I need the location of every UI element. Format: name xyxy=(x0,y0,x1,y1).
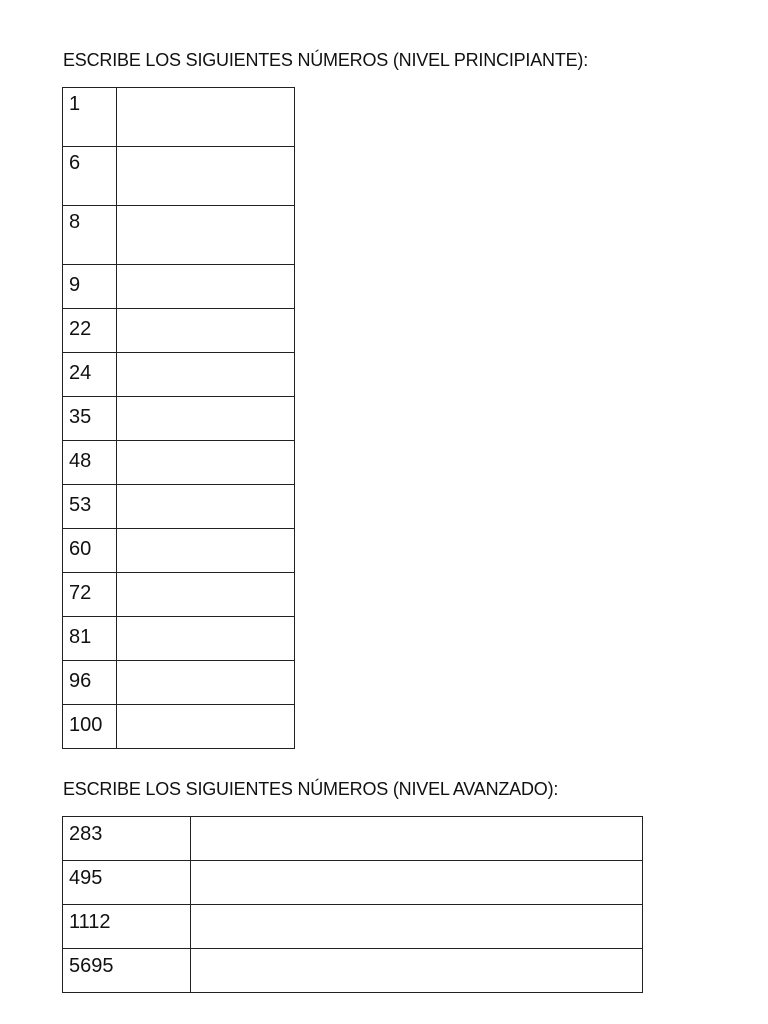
answer-input[interactable] xyxy=(117,536,294,572)
answer-input[interactable] xyxy=(117,712,294,748)
section-heading-beginner: ESCRIBE LOS SIGUIENTES NÚMEROS (NIVEL PRINCIPIANTE): xyxy=(63,50,589,70)
table-row xyxy=(63,861,643,905)
answer-cell[interactable] xyxy=(117,705,295,749)
table-row xyxy=(63,441,295,485)
answer-input[interactable] xyxy=(117,91,294,146)
number-cell: 81 xyxy=(63,617,117,661)
answer-cell[interactable] xyxy=(117,147,295,206)
table-row xyxy=(63,485,295,529)
table-row xyxy=(63,397,295,441)
answer-input[interactable] xyxy=(191,821,642,860)
number-cell: 495 xyxy=(63,861,191,905)
number-cell: 72 xyxy=(63,573,117,617)
answer-cell[interactable] xyxy=(117,265,295,309)
number-cell: 53 xyxy=(63,485,117,529)
table-row xyxy=(63,529,295,573)
answer-input[interactable] xyxy=(191,865,642,904)
number-cell: 24 xyxy=(63,353,117,397)
table-row xyxy=(63,206,295,265)
answer-cell[interactable] xyxy=(117,397,295,441)
answer-cell[interactable] xyxy=(117,529,295,573)
table-row xyxy=(63,949,643,993)
answer-input[interactable] xyxy=(117,668,294,704)
number-cell: 35 xyxy=(63,397,117,441)
answer-cell[interactable] xyxy=(191,861,643,905)
number-cell: 100 xyxy=(63,705,117,749)
answer-input[interactable] xyxy=(117,404,294,440)
answer-cell[interactable] xyxy=(117,206,295,265)
answer-input[interactable] xyxy=(117,624,294,660)
table-row xyxy=(63,147,295,206)
answer-cell[interactable] xyxy=(191,949,643,993)
answer-cell[interactable] xyxy=(117,617,295,661)
table-row xyxy=(63,705,295,749)
answer-cell[interactable] xyxy=(117,441,295,485)
number-cell: 60 xyxy=(63,529,117,573)
answer-input[interactable] xyxy=(117,448,294,484)
answer-cell[interactable] xyxy=(117,309,295,353)
answer-input[interactable] xyxy=(117,272,294,308)
number-cell: 9 xyxy=(63,265,117,309)
number-cell: 22 xyxy=(63,309,117,353)
table-advanced xyxy=(62,816,643,993)
table-row xyxy=(63,353,295,397)
answer-input[interactable] xyxy=(191,909,642,948)
number-cell: 48 xyxy=(63,441,117,485)
table-beginner xyxy=(62,87,295,749)
number-cell: 283 xyxy=(63,817,191,861)
answer-cell[interactable] xyxy=(191,817,643,861)
number-cell: 8 xyxy=(63,206,117,265)
number-cell: 5695 xyxy=(63,949,191,993)
answer-input[interactable] xyxy=(117,580,294,616)
table-row xyxy=(63,661,295,705)
table-row xyxy=(63,817,643,861)
table-row xyxy=(63,617,295,661)
answer-input[interactable] xyxy=(117,209,294,264)
table-row xyxy=(63,573,295,617)
number-cell: 1 xyxy=(63,88,117,147)
answer-cell[interactable] xyxy=(117,353,295,397)
answer-input[interactable] xyxy=(191,953,642,992)
table-row xyxy=(63,905,643,949)
answer-cell[interactable] xyxy=(117,573,295,617)
answer-cell[interactable] xyxy=(117,88,295,147)
answer-cell[interactable] xyxy=(191,905,643,949)
number-cell: 1112 xyxy=(63,905,191,949)
answer-input[interactable] xyxy=(117,150,294,205)
answer-input[interactable] xyxy=(117,492,294,528)
table-row xyxy=(63,309,295,353)
table-row xyxy=(63,265,295,309)
answer-cell[interactable] xyxy=(117,485,295,529)
number-cell: 6 xyxy=(63,147,117,206)
section-heading-advanced: ESCRIBE LOS SIGUIENTES NÚMEROS (NIVEL AVANZADO): xyxy=(63,779,559,799)
answer-cell[interactable] xyxy=(117,661,295,705)
number-cell: 96 xyxy=(63,661,117,705)
answer-input[interactable] xyxy=(117,360,294,396)
table-row xyxy=(63,88,295,147)
answer-input[interactable] xyxy=(117,316,294,352)
